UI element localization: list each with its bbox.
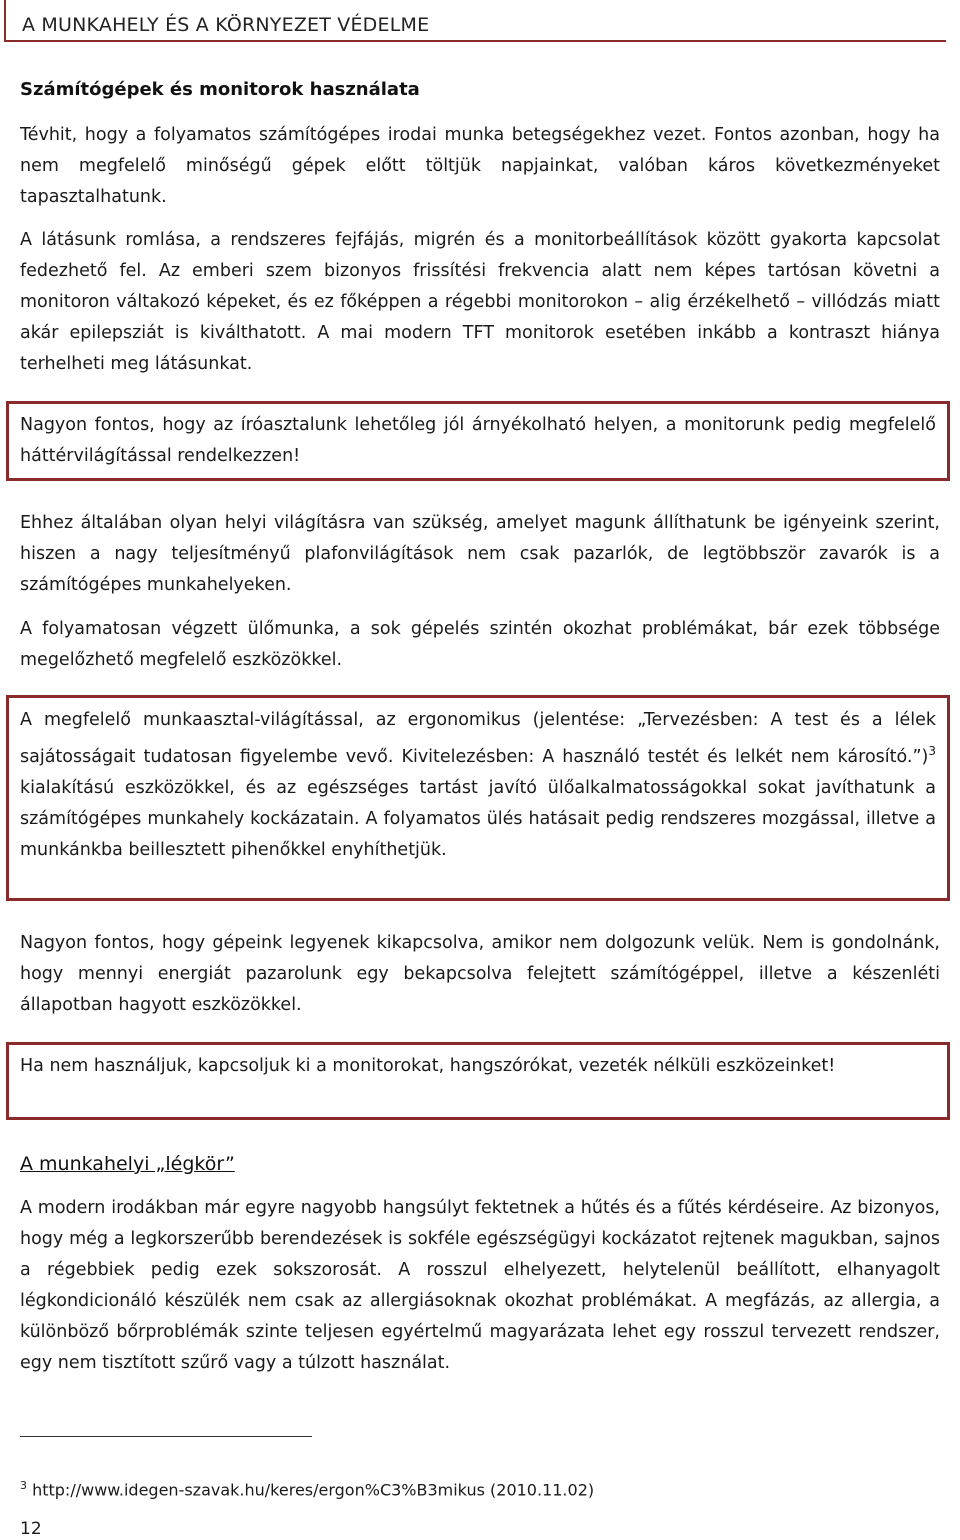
- box-text-part1: A megfelelő munkaasztal-világítással, az ergonomikus (jelentése: „Tervezésben: A test és a lélek sajátosságait tudatosan figyelembe vevő. Kivitelezésben: A használó testét és lelkét nem károsító.”): [20, 710, 936, 767]
- box-text: Ha nem használjuk, kapcsoljuk ki a monitorokat, hangszórókat, vezeték nélküli eszközeinket!: [20, 1056, 836, 1076]
- running-title: A MUNKAHELY ÉS A KÖRNYEZET VÉDELME: [22, 14, 430, 36]
- section-heading-computers: Számítógépek és monitorok használata: [20, 79, 420, 100]
- paragraph-text: Tévhit, hogy a folyamatos számítógépes irodai munka betegségekhez vezet. Fontos azonban, hogy ha nem megfelelő minőségű gépek előtt töltjük napjainkat, valóban káros következményeket tapasztalhatunk.: [20, 125, 940, 207]
- highlight-box-ergonomics: [6, 695, 950, 901]
- paragraph-text: A folyamatosan végzett ülőmunka, a sok gépelés szintén okozhat problémákat, bár ezek többsége megelőzhető megfelelő eszközökkel.: [20, 619, 940, 670]
- paragraph-text: A modern irodákban már egyre nagyobb hangsúlyt fektetnek a hűtés és a fűtés kérdéseire. Az bizonyos, hogy még a legkorszerűbb berendezések is sokféle egészségügyi kockázatot rejtenek magukban, sajnos a régebbiek pedig ezek sokszorosát. A rosszul elhelyezett, helytelenül beállított, elhanyagolt légkondicionáló készülék nem csak az allergiásoknak okozhat problémákat. A megfázás, az allergia, a különböző bőrproblémák szinte teljesen egyértelmű magyarázata lehet egy rosszul tervezett rendszer, egy nem tisztított szűrő vagy a túlzott használat.: [20, 1198, 940, 1373]
- box-text: [9, 705, 947, 866]
- footnote: [20, 1476, 594, 1500]
- highlight-box-switch-off: [6, 1042, 950, 1120]
- paragraph-text: Ehhez általában olyan helyi világításra van szükség, amelyet magunk állíthatunk be igényeink szerint, hiszen a nagy teljesítményű plafonvilágítások nem csak pazarlók, de legtöbbször zavarók is a számítógépes munkahelyeken.: [20, 513, 940, 595]
- page-header: [4, 0, 946, 42]
- box-text: Nagyon fontos, hogy az íróasztalunk lehetőleg jól árnyékolható helyen, a monitorunk pedig megfelelő háttérvilágítással rendelkezzen!: [20, 415, 936, 466]
- footnote-number: 3: [20, 1479, 27, 1492]
- paragraph-energy: [20, 928, 940, 1021]
- box-text-part2: kialakítású eszközökkel, és az egészséges tartást javító ülőalkalmatosságokkal sokat javíthatunk a számítógépes munkahely kockázatain. A folyamatos ülés hatásait pedig rendszeres mozgással, illetve a munkánkba beillesztett pihenőkkel enyhíthetjük.: [20, 777, 936, 860]
- page-number: 12: [20, 1519, 42, 1539]
- footnote-separator: [20, 1436, 312, 1437]
- footnote-marker: 3: [928, 744, 936, 758]
- paragraph-text: Nagyon fontos, hogy gépeink legyenek kikapcsolva, amikor nem dolgozunk velük. Nem is gondolnánk, hogy mennyi energiát pazarolunk egy bekapcsolva felejtett számítógéppel, illetve a készenléti állapotban hagyott eszközökkel.: [20, 933, 940, 1015]
- paragraph-air-conditioning: [20, 1193, 940, 1379]
- paragraph-lighting: [20, 508, 940, 601]
- highlight-box-desk: [6, 401, 950, 481]
- paragraph-myth: [20, 120, 940, 213]
- paragraph-text: A látásunk romlása, a rendszeres fejfájás, migrén és a monitorbeállítások között gyakorta kapcsolat fedezhető fel. Az emberi szem bizonyos frissítési frekvencia alatt nem képes tartósan követni a monitoron váltakozó képeket, és ez főképpen a régebbi monitorokon – alig érzékelhető – villódzás miatt akár epilepsziát is kiválthatott. A mai modern TFT monitorok esetében inkább a kontraszt hiánya terhelheti meg látásunkat.: [20, 230, 940, 374]
- footnote-link-text: http://www.idegen-szavak.hu/keres/ergon%C3%B3mikus (2010.11.02): [27, 1480, 595, 1500]
- section-heading-atmosphere: A munkahelyi „légkör”: [20, 1153, 235, 1175]
- paragraph-vision: [20, 225, 940, 380]
- paragraph-sitting: [20, 614, 940, 676]
